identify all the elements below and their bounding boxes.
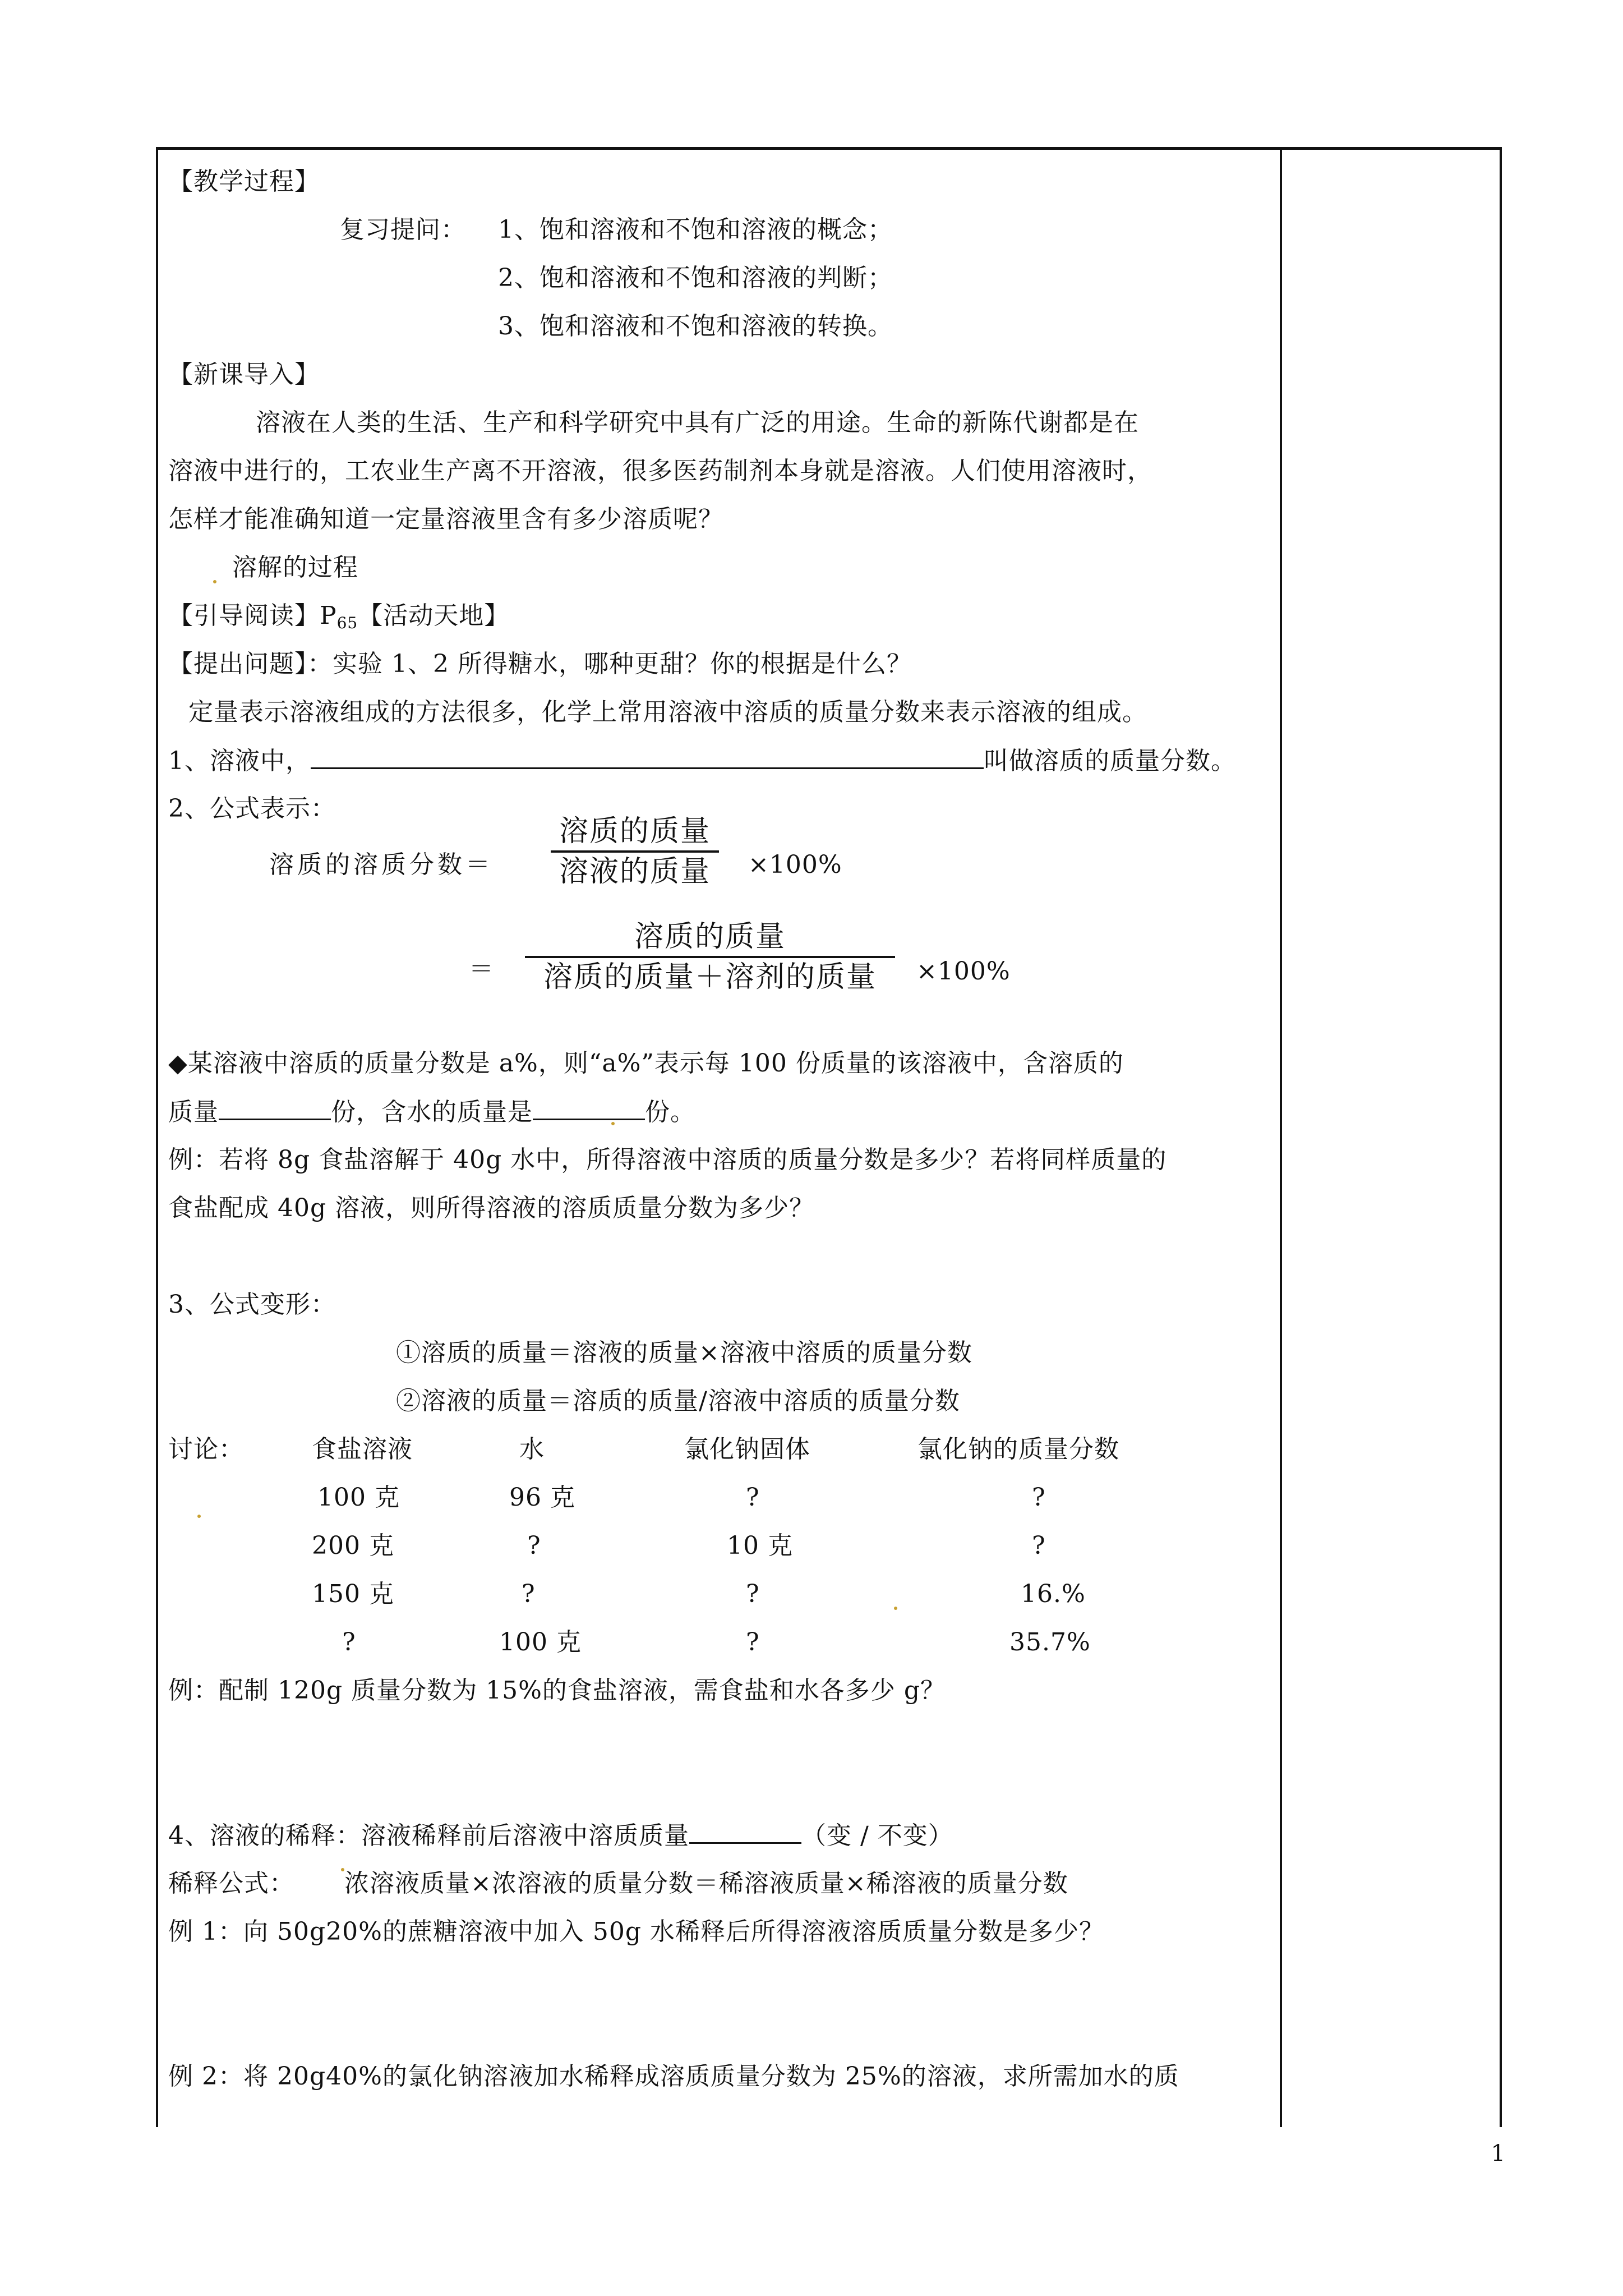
discussion-header-fraction: 氯化钠的质量分数 — [917, 1435, 1119, 1464]
table-cell: ? — [1032, 1531, 1046, 1560]
table-cell: 35.7% — [1009, 1628, 1091, 1657]
table-cell: 100 克 — [317, 1483, 400, 1512]
section-title-new-lesson: 【新课导入】 — [168, 360, 320, 389]
fraction-1-bar — [551, 850, 719, 853]
solute-parts-blank[interactable] — [219, 1096, 331, 1120]
text-water-mass: 份，含水的质量是 — [331, 1098, 533, 1126]
review-item-1: 1、饱和溶液和不饱和溶液的概念； — [498, 215, 893, 244]
guided-reading-prefix: 【引导阅读】P — [168, 601, 337, 630]
formula-lhs: 溶质的溶质分数＝ — [269, 850, 494, 879]
discussion-header-solution: 食盐溶液 — [312, 1435, 413, 1464]
fraction-1-numerator: 溶质的质量 — [559, 815, 711, 848]
discussion-label: 讨论： — [168, 1435, 244, 1464]
transform-1: ①溶质的质量＝溶液的质量×溶液中溶质的质量分数 — [396, 1338, 972, 1367]
definition-prefix: 1、溶液中， — [168, 747, 311, 775]
review-item-3: 3、饱和溶液和不饱和溶液的转换。 — [498, 312, 893, 341]
table-cell: 96 克 — [509, 1483, 575, 1512]
table-cell: ? — [746, 1580, 760, 1608]
table-cell: 200 克 — [312, 1531, 394, 1560]
example-2: 例：配制 120g 质量分数为 15%的食盐溶液，需食盐和水各多少 g？ — [168, 1676, 946, 1705]
table-cell: ? — [746, 1628, 760, 1657]
table-cell: 10 克 — [727, 1531, 793, 1560]
intro-line-2: 溶液中进行的，工农业生产离不开溶液，很多医药制剂本身就是溶液。人们使用溶液时， — [168, 457, 1152, 485]
table-cell: 150 克 — [312, 1580, 394, 1608]
guided-reading-suffix: 【活动天地】 — [358, 601, 510, 630]
formula-equals: ＝ — [469, 955, 494, 983]
formula-times-1: ×100% — [748, 850, 842, 879]
water-parts-blank[interactable] — [533, 1096, 645, 1120]
example-4: 例 2：将 20g40%的氯化钠溶液加水稀释成溶质质量分数为 25%的溶液，求所需加水的质 — [168, 2062, 1179, 2091]
review-item-2: 2、饱和溶液和不饱和溶液的判断； — [498, 264, 893, 292]
example-1-line-2: 食盐配成 40g 溶液，则所得溶液的溶质质量分数为多少？ — [168, 1194, 815, 1222]
discussion-header-water: 水 — [519, 1435, 545, 1464]
table-cell: ? — [527, 1531, 541, 1560]
fraction-1-denominator: 溶液的质量 — [559, 855, 711, 889]
table-cell: ? — [1032, 1483, 1046, 1512]
intro-line-3: 怎样才能准确知道一定量溶液里含有多少溶质呢？ — [168, 505, 723, 533]
scan-dot — [213, 580, 216, 583]
formula-label: 2、公式表示： — [168, 794, 336, 823]
fraction-2-bar — [525, 956, 895, 958]
page-number: 1 — [1491, 2141, 1505, 2166]
table-cell: ? — [746, 1483, 760, 1512]
definition-suffix: 叫做溶质的质量分数。 — [984, 747, 1236, 775]
formula-fraction-2 — [525, 920, 895, 994]
guided-reading-page: 65 — [336, 614, 358, 632]
fraction-2-numerator: 溶质的质量 — [634, 920, 786, 954]
section-title-teaching-process: 【教学过程】 — [168, 167, 320, 196]
raise-question: 【提出问题】：实验 1、2 所得糖水，哪种更甜？你的根据是什么？ — [168, 650, 912, 678]
dilution-formula-label: 稀释公式： — [168, 1869, 294, 1898]
table-cell: 16.% — [1021, 1580, 1086, 1608]
example-1-line-1: 例：若将 8g 食盐溶解于 40g 水中，所得溶液中溶质的质量分数是多少？若将同样质量的 — [168, 1145, 1167, 1174]
column-divider — [1280, 150, 1282, 2127]
fraction-2-denominator: 溶质的质量＋溶剂的质量 — [543, 960, 877, 994]
dilution-blank[interactable] — [689, 1820, 801, 1844]
table-cell: 100 克 — [499, 1628, 582, 1657]
table-cell: ? — [522, 1580, 536, 1608]
formula-times-2: ×100% — [916, 957, 1011, 986]
method-text: 定量表示溶液组成的方法很多，化学上常用溶液中溶质的质量分数来表示溶液的组成。 — [188, 698, 1147, 726]
definition-line — [168, 745, 1236, 777]
text-mass: 质量 — [168, 1098, 219, 1126]
scan-dot — [197, 1515, 201, 1518]
discussion-header-nacl: 氯化钠固体 — [684, 1435, 810, 1464]
intro-line-1: 溶液在人类的生活、生产和科学研究中具有广泛的用途。生命的新陈代谢都是在 — [256, 408, 1139, 437]
dissolve-process-heading: 溶解的过程 — [232, 553, 358, 582]
guided-reading — [168, 600, 509, 639]
scan-dot — [894, 1607, 897, 1610]
definition-blank[interactable] — [311, 745, 984, 769]
percent-meaning-line-2 — [168, 1096, 695, 1128]
example-3: 例 1：向 50g20%的蔗糖溶液中加入 50g 水稀释后所得溶液溶质质量分数是多少？ — [168, 1917, 1105, 1946]
dilution-suffix: （变 / 不变） — [801, 1821, 953, 1850]
dilution-formula: 浓溶液质量×浓溶液的质量分数＝稀溶液质量×稀溶液的质量分数 — [344, 1869, 1068, 1898]
percent-meaning-line-1: ◆某溶液中溶质的质量分数是 a%，则“a%”表示每 100 份质量的该溶液中，含溶质的 — [168, 1049, 1124, 1078]
dilution-prefix: 4、溶液的稀释：溶液稀释前后溶液中溶质质量 — [168, 1821, 689, 1850]
text-parts: 份。 — [645, 1098, 695, 1126]
dilution-line — [168, 1820, 953, 1852]
review-label: 复习提问： — [340, 215, 466, 244]
formula-fraction-1 — [551, 815, 719, 889]
scan-dot — [611, 1122, 615, 1125]
transform-2: ②溶液的质量＝溶质的质量/溶液中溶质的质量分数 — [396, 1387, 960, 1415]
formula-transform-label: 3、公式变形： — [168, 1290, 336, 1319]
table-cell: ? — [342, 1628, 356, 1657]
